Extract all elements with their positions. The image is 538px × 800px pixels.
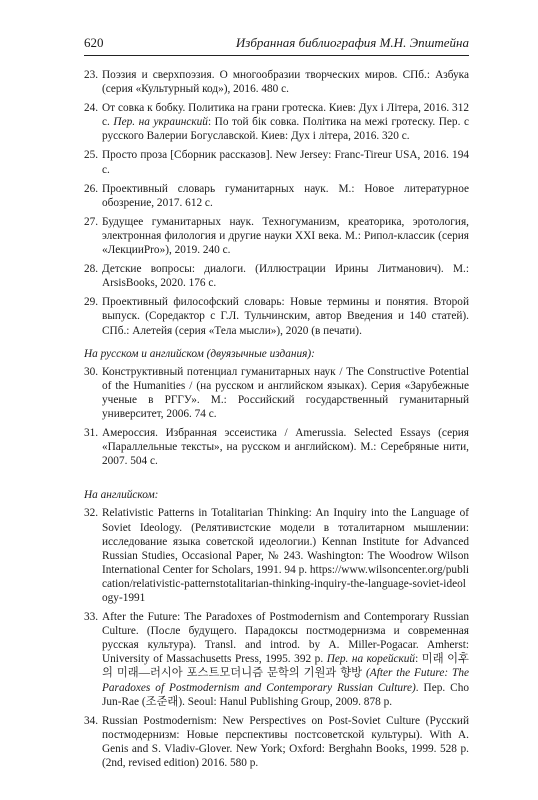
- entry-number: 32.: [84, 507, 99, 520]
- bibliography-content: [84, 68, 469, 775]
- entry-text: Амероссия. Избранная эссеистика / Amerussia. Selected Essays (серия «Параллельные тексты», на русском и английском). М.: Серебряные нити, 2007. 504 с.: [102, 427, 469, 468]
- bibliography-entry: [84, 148, 469, 176]
- entry-number: 33.: [84, 611, 99, 624]
- bibliography-entry: [84, 295, 469, 337]
- entry-text-part: : 미래 이후의 미래—러시아 포스트모더니즘 문학의 기원과 향방: [102, 653, 469, 680]
- entry-text: Проективный философский словарь: Новые термины и понятия. Второй выпуск. (Соредактор с Г.Л. Тульчинским, автор Введения и 140 статей). СПб.: Алетейя (серия «Тела мысли»), 2020 (в печати).: [102, 296, 469, 337]
- entry-text: Russian Postmodernism: New Perspectives on Post-Soviet Culture (Русский постмодернизм: Новые перспективы постсоветской культуры). With A. Genis and S. Vladiv-Glover. New York; Oxford: Berghahn Books, 1999. 528 p. (2nd, revised edition) 2016. 580 p.: [102, 714, 469, 770]
- bibliography-entry: [84, 215, 469, 257]
- bibliography-entry: [84, 714, 469, 770]
- entry-italic-text: Пер. на украинский: [113, 116, 208, 129]
- entry-text: Детские вопросы: диалоги. (Иллюстрации Ирины Литманович). М.: ArsisBooks, 2020. 176 с.: [102, 263, 469, 290]
- bilingual-entries: [84, 365, 469, 469]
- entry-number: 28.: [84, 263, 99, 276]
- bibliography-entry: [84, 68, 469, 96]
- english-entries: [84, 506, 469, 770]
- entry-text-part: От совка к бобку. Политика на грани гротеска. Киев: Дух і Літера, 2016. 312 с.: [102, 102, 469, 129]
- entry-italic-text: Пер. на корейский: [326, 653, 416, 666]
- bibliography-entry: [84, 506, 469, 605]
- bibliography-entry: [84, 426, 469, 468]
- entry-number: 29.: [84, 296, 99, 309]
- entry-text: [102, 611, 469, 708]
- entry-text: Конструктивный потенциал гуманитарных наук / The Constructive Potential of the Humanities / (на русском и английском языках). Серия «Зарубежные ученые в РГГУ». М.: Российский государственный гуманитарный университет, 2006. 74 с.: [102, 365, 469, 420]
- header-rule: [84, 55, 469, 56]
- entry-number: 23.: [84, 69, 99, 81]
- entry-number: 34.: [84, 714, 99, 727]
- entry-number: 27.: [84, 215, 99, 228]
- entry-text: Будущее гуманитарных наук. Техногуманизм, креаторика, эротология, электронная филология и другие науки XXI века. М.: Рипол-классик (серия «ЛекцииPro»), 2019. 240 с.: [102, 215, 469, 257]
- bibliography-entry: [84, 365, 469, 421]
- bibliography-entry: [84, 101, 469, 143]
- entry-number: 24.: [84, 102, 99, 115]
- entry-number: 25.: [84, 149, 99, 162]
- entry-text: [102, 507, 469, 604]
- running-title: Избранная библиография М.Н. Эпштейна: [235, 35, 469, 50]
- entry-italic-text: (After the Future: The Paradoxes of Postmodernism and Contemporary Russian Culture): [102, 667, 469, 694]
- bibliography-entry: [84, 610, 469, 709]
- entry-number: 31.: [84, 427, 99, 440]
- entry-text: [102, 102, 469, 142]
- page-header: [84, 35, 469, 55]
- entry-number: 26.: [84, 182, 99, 195]
- entry-text-part: After the Future: The Paradoxes of Postmodernism and Contemporary Russian Culture. (После будущего. Парадоксы постмодернизма и современная русская культура). Transl. and introd. by A. Miller-Pogacar. Amherst: University of Massachusetts Press, 1995. 392 p.: [102, 611, 469, 666]
- russian-entries: [84, 68, 469, 338]
- entry-text-part: . Пер. Cho Jun-Rae (조준래). Seoul: Hanul Publishing Group, 2009. 878 p.: [102, 681, 469, 708]
- entry-text-part: Relativistic Patterns in Totalitarian Thinking: An Inquiry into the Language of Soviet Ideology. (Релятивистские модели в тоталитарном мышлении: исследование языка советской идеологии.) Kennan Institute for Advanced Russian Studies, Occasional Paper, № 243. Washington: The Woodrow Wilson International Center for Scholars, 1991. 94 p.: [102, 507, 469, 576]
- section-heading-bilingual: На русском и английском (двуязычные издания):: [84, 347, 315, 360]
- entry-text: Просто проза [Сборник рассказов]. New Jersey: Franc-Tireur USA, 2016. 194 с.: [102, 149, 469, 176]
- page-number: 620: [84, 35, 104, 50]
- entry-text: Поэзия и сверхпоэзия. О многообразии творческих миров. СПб.: Азбука (серия «Культурный код»), 2016. 480 с.: [102, 69, 469, 96]
- entry-url[interactable]: https://www.wilsoncenter.org/publication/relativistic-patternstotalitarian-thinking-inquiry-the-language-soviet-ideology-1991: [102, 563, 469, 604]
- bibliography-entry: [84, 182, 469, 210]
- section-heading-english: На английском:: [84, 489, 159, 502]
- bibliography-entry: [84, 262, 469, 290]
- entry-text-part: : По той бік совка. Політика на межі гротеску. Пер. с русского Валерии Богуславской. Киев: Дух і літера, 2016. 320 с.: [102, 116, 469, 143]
- entry-number: 30.: [84, 365, 99, 378]
- entry-text: Проективный словарь гуманитарных наук. М.: Новое литературное обозрение, 2017. 612 с.: [102, 182, 469, 209]
